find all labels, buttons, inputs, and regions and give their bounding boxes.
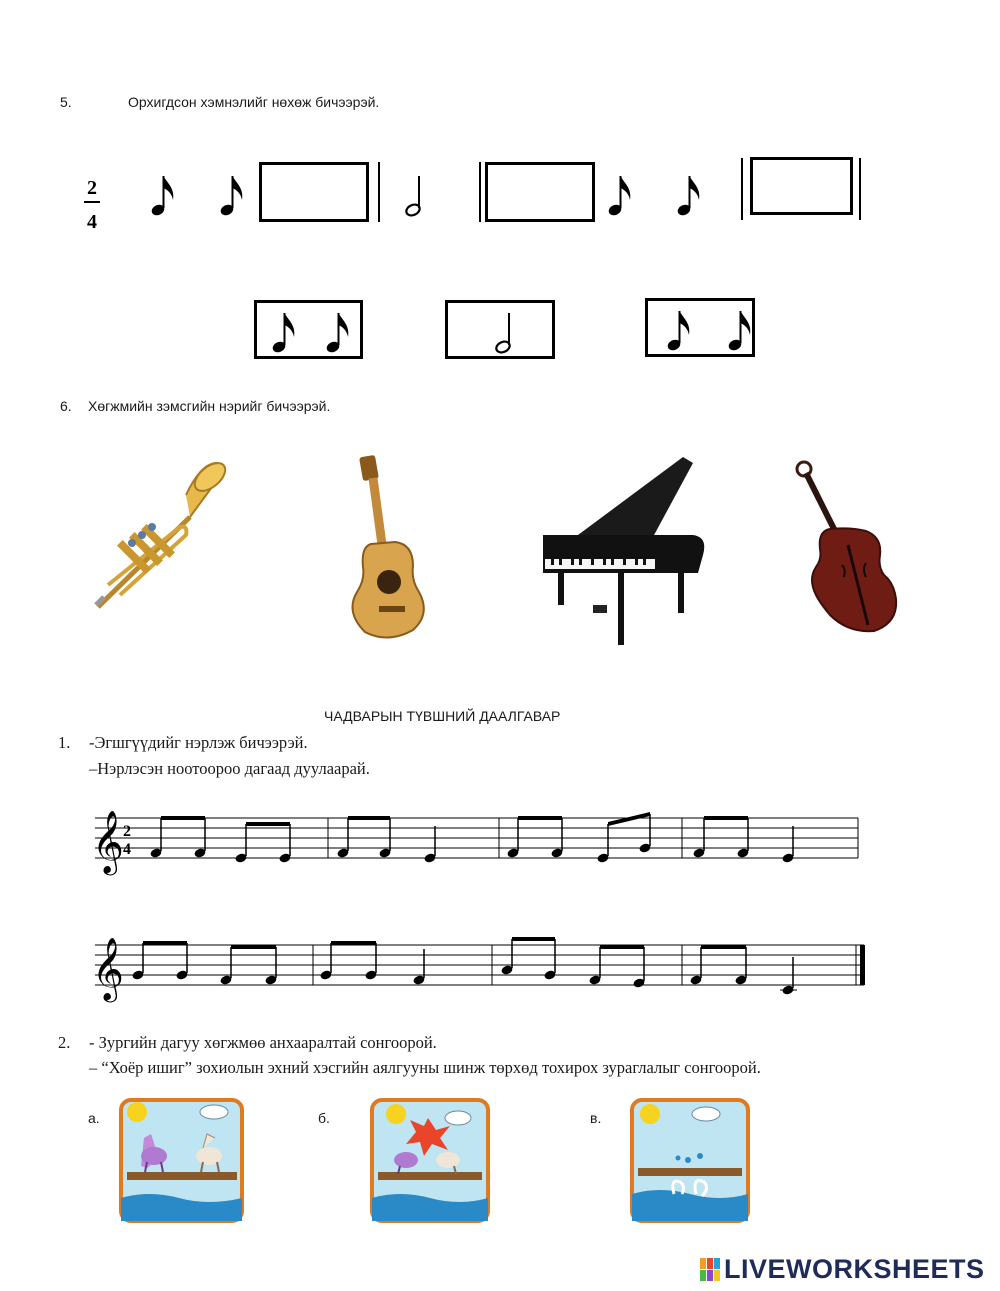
svg-text:4: 4 — [123, 841, 131, 858]
liveworksheets-logo-icon — [700, 1258, 720, 1282]
eighth-note — [150, 176, 173, 217]
task1-line1: -Эгшгүүдийг нэрлэж бичээрэй. — [89, 733, 308, 752]
music-staff-2 — [0, 925, 1000, 1045]
option-c-label: в. — [590, 1110, 602, 1126]
half-note — [405, 176, 422, 217]
q6-text: Хөгжмийн зэмсгийн нэрийг бичээрэй. — [88, 398, 331, 414]
guitar-icon — [343, 452, 433, 642]
eighth-note — [676, 176, 699, 217]
piano-icon — [533, 455, 708, 655]
task2-line2: – “Хоёр ишиг” зохиолын эхний хэсгийн аялгууны шинж төрхөд тохирох зураглалыг сонгоорой. — [89, 1058, 761, 1077]
option-a-label: а. — [88, 1110, 100, 1126]
watermark: LIVEWORKSHEETS — [724, 1254, 985, 1284]
task1-number: 1. — [58, 733, 71, 752]
task2-number: 2. — [58, 1033, 71, 1052]
q5-text: Орхигдсон хэмнэлийг нөхөж бичээрэй. — [128, 94, 380, 110]
svg-text:𝄞: 𝄞 — [92, 810, 124, 873]
goats-fighting-icon[interactable] — [370, 1098, 490, 1223]
answer-box-3[interactable] — [750, 157, 853, 215]
music-staff-1 — [0, 800, 1000, 920]
trumpet-icon — [90, 455, 230, 615]
two-goats-icon[interactable] — [119, 1098, 244, 1223]
violin-icon — [790, 455, 900, 640]
time-signature-top: 2 — [87, 177, 97, 199]
option-b-label: б. — [318, 1110, 330, 1126]
time-signature-bottom: 4 — [87, 211, 97, 233]
goats-fallen-water-icon[interactable] — [630, 1098, 750, 1223]
section-title: ЧАДВАРЫН ТҮВШНИЙ ДААЛГАВАР — [324, 708, 561, 724]
q6-number: 6. — [60, 398, 72, 414]
task2-line1: - Зургийн дагуу хөгжмөө анхааралтай сонгоорой. — [89, 1033, 437, 1052]
svg-text:𝄞: 𝄞 — [92, 937, 124, 1000]
rhythm-choice-eighths[interactable] — [254, 300, 363, 359]
rhythm-choice-eighths-2[interactable] — [645, 298, 755, 357]
q5-number: 5. — [60, 94, 72, 110]
svg-text:2: 2 — [123, 823, 131, 840]
answer-box-1[interactable] — [259, 162, 369, 222]
eighth-note — [219, 176, 242, 217]
task1-line2: –Нэрлэсэн ноотоороо дагаад дуулаарай. — [89, 759, 370, 778]
eighth-note — [607, 176, 630, 217]
answer-box-2[interactable] — [485, 162, 595, 222]
rhythm-choice-half[interactable] — [445, 300, 555, 359]
